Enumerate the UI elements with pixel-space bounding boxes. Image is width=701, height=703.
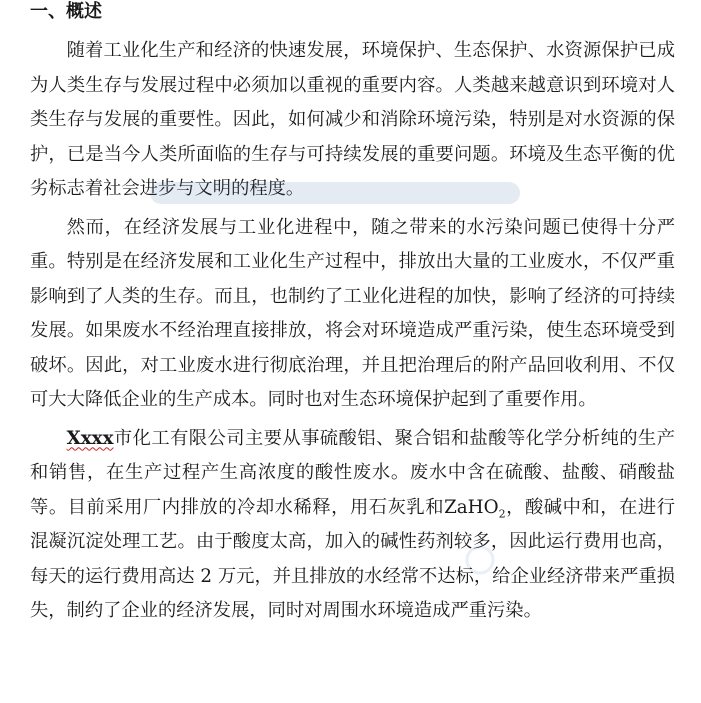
document-body — [30, 34, 675, 633]
company-text-part3: 万元，并且排放的水经常不达标，给企业经济带来严重损失，制约了企业的经济发展，同时对周围水环境造成严重污染。 — [30, 565, 676, 621]
paragraph-company — [30, 422, 675, 629]
company-text-part1: 市化工有限公司主要从事硫酸铝、聚合铝和盐酸等化学分析纯的生产和销售，在生产过程产生高浓度的酸性废水。废水中含在硫酸、盐酸、硝酸盐等。目前采用厂内排放的冷却水稀释，用石灰乳和 — [30, 427, 675, 518]
daily-cost-value: 2 — [200, 565, 213, 587]
chemical-formula-base: ZaHO — [444, 496, 499, 518]
company-name: Xxxx — [66, 427, 114, 449]
company-text-part2: ，酸碱中和，在进行混凝沉淀处理工艺。由于酸度太高，加入的碱性药剂较多，因此运行费用也高，每天的运行费用高达 — [30, 496, 676, 587]
paragraph-intro: 随着工业化生产和经济的快速发展，环境保护、生态保护、水资源保护已成为人类生存与发展过程中必须加以重视的重要内容。人类越来越意识到环境对人类生存与发展的重要性。因此，如何减少和消除环境污染，特别是对水资源的保护，已是当今人类所面临的生存与可持续发展的重要问题。环境及生态平衡的优劣标志着社会进步与文明的程度。 — [30, 40, 675, 199]
chemical-formula — [444, 496, 506, 521]
paragraph-pollution: 然而，在经济发展与工业化进程中，随之带来的水污染问题已使得十分严重。特别是在经济发展和工业化生产过程中，排放出大量的工业废水，不仅严重影响到了人类的生存。而且，也制约了工业化进程的加快，影响了经济的可持续发展。如果废水不经治理直接排放，将会对环境造成严重污染，使生态环境受到破坏。因此，对工业废水进行彻底治理，并且把治理后的附产品回收利用、不仅可大大降低企业的生产成本。同时也对生态环境保护起到了重要作用。 — [30, 216, 675, 410]
chemical-formula-subscript: 2 — [498, 507, 506, 521]
section-heading: 一、概述 — [30, 1, 102, 22]
